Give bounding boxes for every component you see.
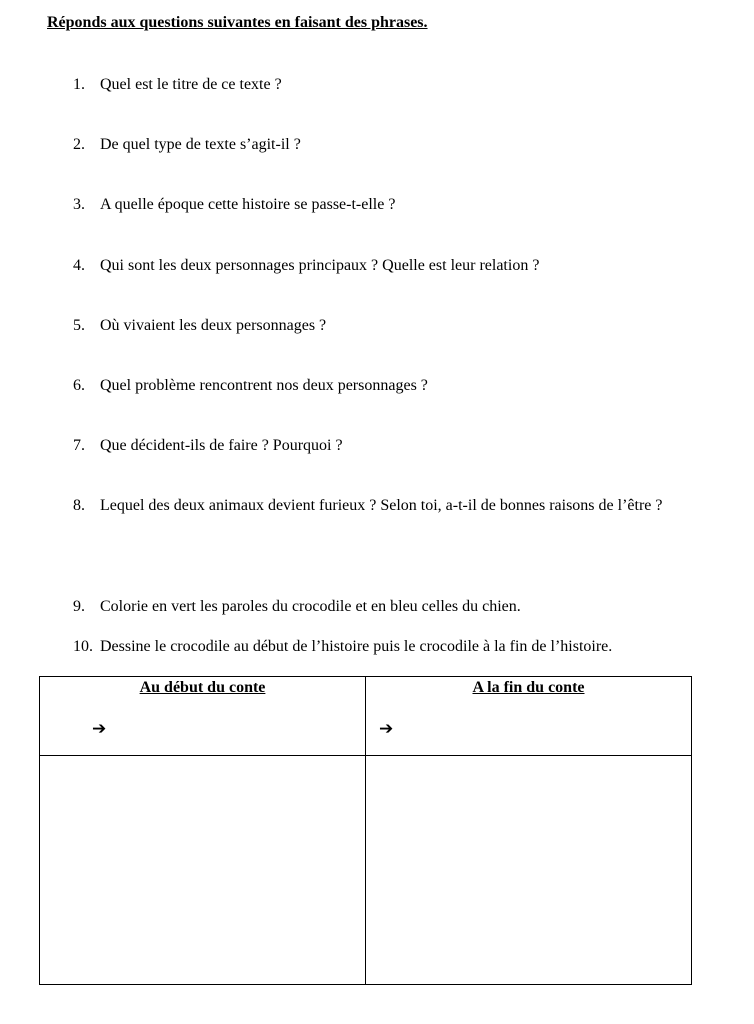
question-text: Dessine le crocodile au début de l’histoire puis le crocodile à la fin de l’histoire. [100, 638, 613, 655]
question-number: 2. [73, 136, 85, 153]
question-text: Où vivaient les deux personnages ? [100, 317, 327, 334]
header-cell-start [40, 677, 366, 756]
question-4 [73, 256, 673, 276]
question-number: 6. [73, 377, 85, 394]
question-number: 4. [73, 257, 85, 274]
drawing-area-start[interactable] [40, 756, 366, 985]
question-number: 10. [73, 638, 93, 655]
question-number: 9. [73, 598, 85, 615]
question-text: Que décident-ils de faire ? Pourquoi ? [100, 437, 343, 454]
question-3 [73, 195, 673, 215]
question-number: 8. [73, 497, 85, 514]
question-text: Colorie en vert les paroles du crocodile et en bleu celles du chien. [100, 598, 521, 615]
question-number: 1. [73, 76, 85, 93]
question-8 [73, 496, 673, 516]
question-6 [73, 376, 673, 396]
arrow-right-icon: ➔ [92, 719, 107, 739]
arrow-right-icon: ➔ [379, 719, 394, 739]
question-1 [73, 75, 673, 95]
question-text: De quel type de texte s’agit-il ? [100, 136, 301, 153]
question-number: 5. [73, 317, 85, 334]
question-7 [73, 436, 673, 456]
question-2 [73, 135, 673, 155]
question-text: A quelle époque cette histoire se passe-t-elle ? [100, 196, 396, 213]
column-header-start: Au début du conte [139, 679, 266, 696]
question-5 [73, 316, 673, 336]
question-9 [73, 597, 673, 617]
question-text: Qui sont les deux personnages principaux ? Quelle est leur relation ? [100, 257, 540, 274]
drawing-table [39, 676, 692, 985]
question-number: 3. [73, 196, 85, 213]
question-number: 7. [73, 437, 85, 454]
question-text: Quel problème rencontrent nos deux personnages ? [100, 377, 428, 394]
drawing-area-end[interactable] [366, 756, 692, 985]
question-text: Quel est le titre de ce texte ? [100, 76, 282, 93]
question-10 [73, 637, 713, 657]
header-cell-end [366, 677, 692, 756]
column-header-end: A la fin du conte [472, 679, 585, 696]
page-title: Réponds aux questions suivantes en faisant des phrases. [47, 14, 428, 31]
question-text: Lequel des deux animaux devient furieux ? Selon toi, a-t-il de bonnes raisons de l’être ? [100, 497, 663, 514]
